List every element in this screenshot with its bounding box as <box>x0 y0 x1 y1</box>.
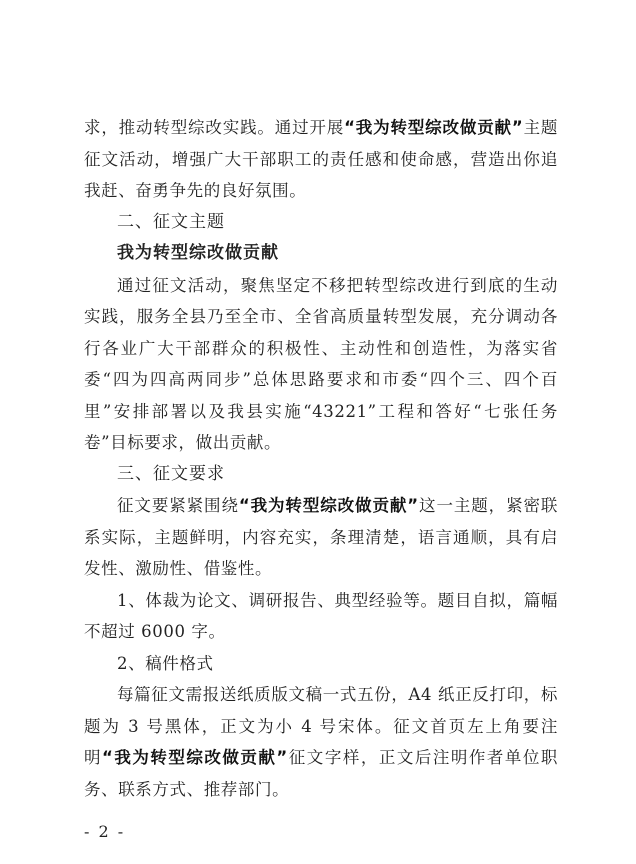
theme-bold-text: “我为转型综改做贡献” <box>344 118 524 137</box>
section-heading-theme: 二、征文主题 <box>117 211 225 232</box>
paragraph-text: 征文要紧紧围绕 <box>117 496 239 515</box>
requirement-item-genre: 1、体裁为论文、调研报告、典型经验等。题目自拟，篇幅不超过 6000 字。 <box>84 590 558 641</box>
section-heading-requirements: 三、征文要求 <box>117 463 225 484</box>
paragraph-requirements <box>84 490 558 585</box>
paragraph-theme-description: 通过征文活动，聚焦坚定不移把转型综改进行到底的生动实践，服务全县乃至全市、全省高质量转型发展，充分调动各行各业广大干部群众的积极性、主动性和创造性，为落实省委“四为四高两同步”总体思路要求和市委“四个三、四个百里”安排部署以及我县实施“43221”工程和答好“七张任务卷”目标要求，做出贡献。 <box>84 275 558 452</box>
requirement-item-format-heading: 2、稿件格式 <box>117 653 214 673</box>
theme-subtitle: 我为转型综改做贡献 <box>117 243 279 263</box>
document-body <box>84 112 558 805</box>
paragraph-text: 这一主题，紧密联系实际，主题鲜明，内容充实，条理清楚，语言通顺，具有启发性、激励性、借鉴性。 <box>84 496 558 578</box>
paragraph-text: 求，推动转型综改实践。通过开展 <box>84 118 345 137</box>
page-number: - 2 - <box>84 822 126 841</box>
paragraph-text: 主题征文活动，增强广大干部职工的责任感和使命感，营造出你追我赶、奋勇争先的良好氛围。 <box>84 118 559 200</box>
paragraph-intro-continuation <box>84 112 558 207</box>
theme-bold-text: “我为转型综改做贡献” <box>238 496 419 515</box>
requirement-item-format-details <box>84 679 558 805</box>
theme-bold-text: “我为转型综改做贡献” <box>102 748 288 767</box>
paragraph-text: 征文字样，正文后注明作者单位职务、联系方式、推荐部门。 <box>84 748 559 799</box>
paragraph-text: 每篇征文需报送纸质版文稿一式五份，A4 纸正反打印，标题为 3 号黑体，正文为小 4 号宋体。征文首页左上角要注明 <box>84 685 558 767</box>
